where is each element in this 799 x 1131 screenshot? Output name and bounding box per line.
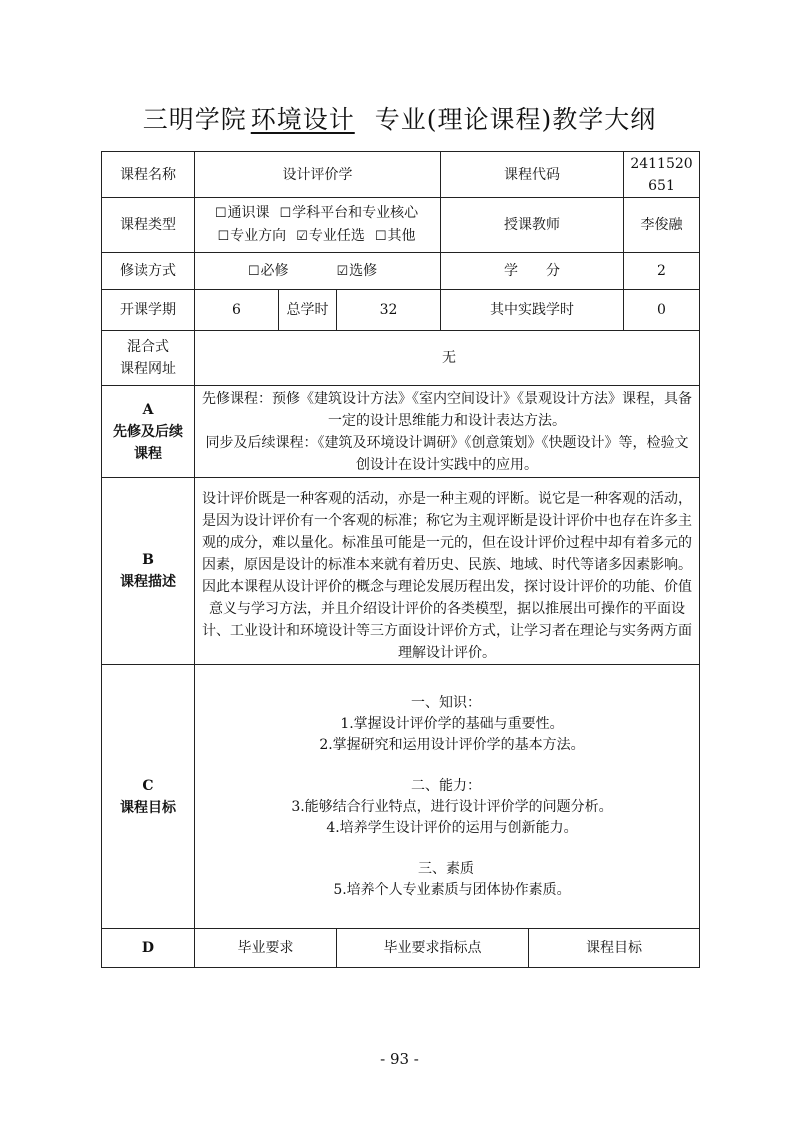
course-code-label: 课程代码: [441, 152, 624, 198]
goal-heading: 一、知识：: [411, 694, 481, 711]
row-semester: [102, 290, 700, 331]
type-option-direction[interactable]: ☐专业方向: [218, 225, 287, 248]
practice-hours-value: 0: [624, 290, 700, 331]
requirement-indicator-header: 毕业要求指标点: [337, 929, 529, 968]
checkbox-icon: ☐: [217, 229, 230, 244]
checkbox-icon: ☐: [247, 263, 260, 279]
study-mode-label: 修读方式: [102, 253, 195, 290]
credit-value: 2: [624, 253, 700, 290]
title-major: 环境设计: [250, 105, 355, 134]
mixed-url-label: 混合式 课程网址: [102, 331, 195, 386]
follow-text: 同步及后续课程：《建筑及环境设计调研》《创意策划》《快题设计》等，检验文创设计在设计实践中的应用。: [205, 434, 689, 473]
section-b-label: B 课程描述: [102, 478, 195, 665]
row-study-mode: [102, 253, 700, 290]
checkbox-icon: ☐: [279, 206, 292, 221]
total-hours-label: 总学时: [279, 290, 337, 331]
credit-label: 学 分: [441, 253, 624, 290]
course-code-line1: 2411520: [630, 155, 693, 172]
checkbox-icon: ☐: [214, 206, 227, 221]
row-section-a: [102, 386, 700, 478]
course-code-line2: 651: [648, 177, 675, 194]
teacher-label: 授课教师: [441, 198, 624, 253]
row-mixed-url: [102, 331, 700, 386]
section-d-label: D: [102, 929, 195, 968]
checkbox-checked-icon: ☑: [296, 229, 308, 244]
checkbox-icon: ☐: [374, 229, 387, 244]
semester-value: 6: [195, 290, 279, 331]
practice-hours-label: 其中实践学时: [441, 290, 624, 331]
type-option-elective[interactable]: ☑专业任选: [296, 225, 365, 248]
document-title: [0, 100, 799, 136]
mixed-url-value: 无: [195, 331, 700, 386]
goal-heading: 三、素质: [418, 860, 474, 877]
section-c-goals: [195, 665, 700, 929]
section-a-text: [195, 386, 700, 478]
checkbox-checked-icon: ☑: [336, 263, 349, 279]
goal-item: 3.能够结合行业特点，进行设计评价学的问题分析。: [291, 798, 613, 815]
goal-item: 5.培养个人专业素质与团体协作素质。: [333, 881, 571, 898]
graduation-requirement-header: 毕业要求: [195, 929, 337, 968]
course-objective-header: 课程目标: [529, 929, 700, 968]
course-type-options: [195, 198, 441, 253]
syllabus-table: [101, 151, 700, 968]
type-option-other[interactable]: ☐其他: [375, 225, 416, 248]
section-c-label: C 课程目标: [102, 665, 195, 929]
type-option-general[interactable]: ☐通识课: [215, 202, 270, 225]
mode-option-elective[interactable]: ☑选修: [337, 260, 378, 283]
course-name-label: 课程名称: [102, 152, 195, 198]
course-type-label: 课程类型: [102, 198, 195, 253]
row-course-type: [102, 198, 700, 253]
course-code-value: [624, 152, 700, 198]
page-number: - 93 -: [380, 1050, 419, 1068]
section-a-label: A 先修及后续 课程: [102, 386, 195, 478]
goal-item: 1.掌握设计评价学的基础与重要性。: [340, 715, 564, 732]
row-section-d: [102, 929, 700, 968]
goal-item: 2.掌握研究和运用设计评价学的基本方法。: [319, 736, 585, 753]
goal-item: 4.培养学生设计评价的运用与创新能力。: [326, 819, 578, 836]
total-hours-value: 32: [337, 290, 441, 331]
goal-heading: 二、能力：: [411, 777, 481, 794]
row-course-name: [102, 152, 700, 198]
prereq-text: 先修课程：预修《建筑设计方法》《室内空间设计》《景观设计方法》课程，具备一定的设计思维能力和设计表达方法。: [202, 390, 692, 429]
title-suffix: 专业(理论课程)教学大纲: [374, 105, 657, 134]
row-section-c: [102, 665, 700, 929]
mode-option-required[interactable]: ☐必修: [248, 260, 289, 283]
section-b-text: 设计评价既是一种客观的活动，亦是一种主观的评断。说它是一种客观的活动，是因为设计评价有一个客观的标准；称它为主观评断是设计评价中也存在许多主观的成分，难以量化。标准虽可能是一元的，但在设计评价过程中却有着多元的因素，原因是设计的标准本来就有着历史、民族、地域、时代等诸多因素影响。因此本课程从设计评价的概念与理论发展历程出发，探讨设计评价的功能、价值意义与学习方法，并且介绍设计评价的各类模型，据以推展出可操作的平面设计、工业设计和环境设计等三方面设计评价方式，让学习者在理论与实务两方面理解设计评价。: [195, 478, 700, 665]
row-section-b: [102, 478, 700, 665]
study-mode-options: [195, 253, 441, 290]
semester-label: 开课学期: [102, 290, 195, 331]
course-name-value: 设计评价学: [195, 152, 441, 198]
teacher-value: 李俊融: [624, 198, 700, 253]
type-option-core[interactable]: ☐学科平台和专业核心: [280, 202, 419, 225]
title-prefix: 三明学院: [142, 105, 247, 134]
